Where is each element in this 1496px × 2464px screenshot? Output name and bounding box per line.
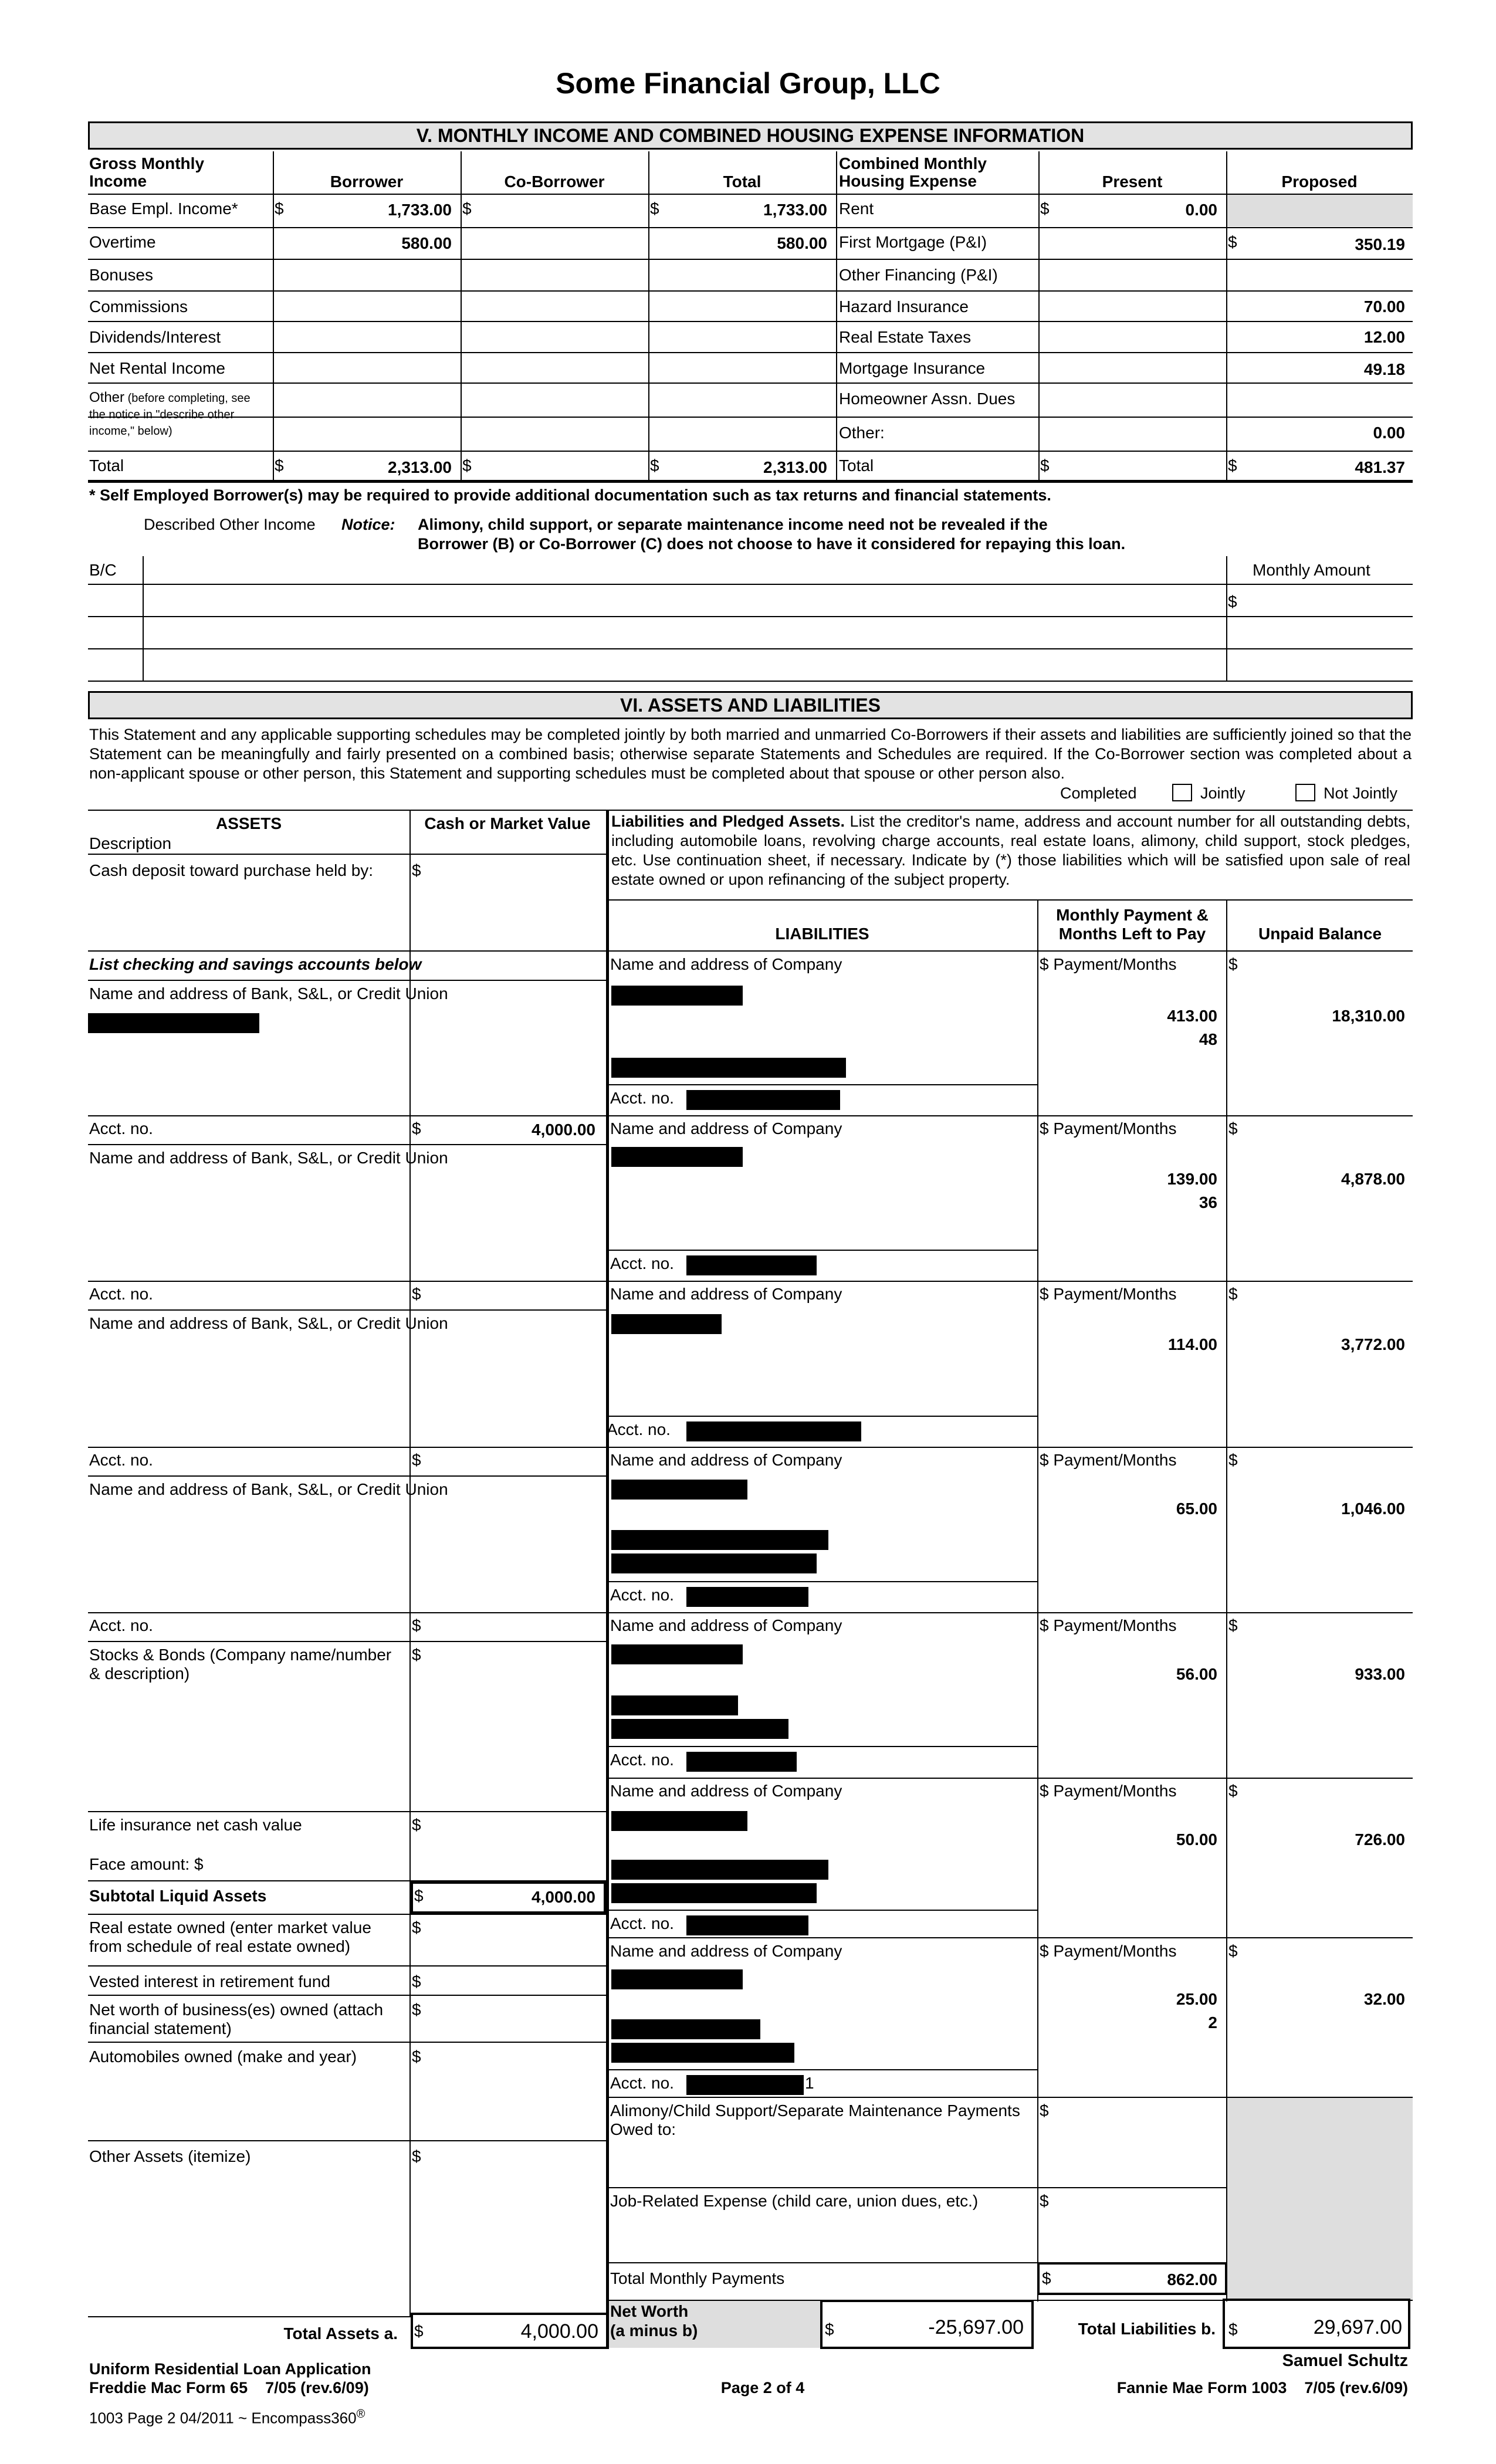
jointly-checkbox[interactable] — [1172, 784, 1192, 801]
col-borrower: Borrower — [330, 172, 404, 191]
dollar-sign: $ — [650, 456, 659, 475]
dollar-sign: $ — [1040, 2192, 1049, 2210]
total-monthly-value: 862.00 — [1167, 2270, 1217, 2289]
alimony-label: Alimony/Child Support/Separate Maintenance Payments Owed to: — [610, 2101, 1020, 2138]
dollar-sign: $ — [412, 1119, 421, 1138]
notice-line-2: Borrower (B) or Co-Borrower (C) does not choose to have it considered for repaying this loan. — [418, 535, 1126, 553]
dollar-sign: $ — [412, 1972, 421, 1991]
dollar-sign: $ — [1228, 1451, 1238, 1469]
acct-suffix: 1 — [805, 2074, 814, 2092]
redaction-bar — [611, 1860, 828, 1880]
dollar-sign: $ — [462, 456, 472, 475]
dollar-sign: $ — [1228, 456, 1237, 475]
liability-payment: 25.00 — [1176, 1990, 1217, 2008]
company-label: Name and address of Company — [610, 1616, 842, 1634]
total-liabilities-value: 29,697.00 — [1313, 2316, 1402, 2338]
col-total: Total — [723, 172, 761, 191]
described-other-income: Described Other Income — [144, 516, 316, 533]
housing-label: First Mortgage (P&I) — [839, 233, 987, 251]
company-label: Name and address of Company — [610, 1285, 842, 1303]
completed-label: Completed — [1060, 784, 1137, 802]
dollar-sign: $ — [650, 199, 659, 218]
dollar-sign: $ — [1228, 1119, 1238, 1138]
housing-proposed-value: 70.00 — [1363, 297, 1405, 316]
dollar-sign: $ — [1228, 1285, 1238, 1303]
bank-label: Name and address of Bank, S&L, or Credit Union — [89, 984, 448, 1003]
bank-label: Name and address of Bank, S&L, or Credit Union — [89, 1314, 448, 1332]
acct-label: Acct. no. — [89, 1285, 153, 1303]
dollar-sign: $ — [412, 2147, 421, 2165]
payment-months-label: $ Payment/Months — [1040, 1782, 1177, 1800]
net-worth-sub: (a minus b) — [610, 2321, 698, 2340]
dollar-sign: $ — [412, 1918, 421, 1937]
liability-balance: 32.00 — [1363, 1990, 1405, 2008]
footer-encompass: 1003 Page 2 04/2011 ~ Encompass360® — [89, 2408, 365, 2427]
company-label: Name and address of Company — [610, 1782, 842, 1800]
stocks-label: Stocks & Bonds (Company name/number & description) — [89, 1646, 392, 1683]
redaction-bar — [611, 1147, 743, 1167]
bank-label: Name and address of Bank, S&L, or Credit Union — [89, 1480, 448, 1498]
redaction-bar — [611, 1058, 846, 1078]
housing-label: Hazard Insurance — [839, 297, 969, 316]
income-total-value: 1,733.00 — [763, 201, 827, 219]
liabilities-header: LIABILITIES — [775, 925, 869, 943]
cash-market-label: Cash or Market Value — [424, 814, 591, 832]
dollar-sign: $ — [1228, 1942, 1238, 1960]
company-label: Name and address of Company — [610, 1451, 842, 1469]
footer-freddie: Freddie Mac Form 65 7/05 (rev.6/09) — [89, 2379, 369, 2397]
dollar-sign: $ — [412, 1451, 421, 1469]
income-label: Bonuses — [89, 266, 153, 284]
net-worth-value: -25,697.00 — [928, 2316, 1024, 2338]
redaction-bar — [611, 1695, 738, 1715]
life-insurance-label: Life insurance net cash value — [89, 1816, 302, 1834]
housing-label: Other: — [839, 424, 885, 442]
cash-deposit-label: Cash deposit toward purchase held by: — [89, 861, 374, 879]
liability-months: 36 — [1199, 1193, 1217, 1211]
liability-payment: 139.00 — [1167, 1170, 1217, 1188]
liability-months: 2 — [1208, 2013, 1217, 2032]
bc-label: B/C — [89, 561, 117, 579]
col-gross-income: Gross Monthly Income — [89, 154, 205, 190]
liability-balance: 933.00 — [1355, 1665, 1405, 1683]
col-present: Present — [1102, 172, 1163, 191]
housing-total-label: Total — [839, 456, 874, 475]
dollar-sign: $ — [414, 2322, 424, 2340]
income-borrower-value: 580.00 — [401, 234, 452, 252]
dollar-sign: $ — [275, 199, 284, 218]
self-employed-note: * Self Employed Borrower(s) may be required to provide additional documentation such as tax returns and financial statements. — [89, 486, 1051, 504]
income-label: Net Rental Income — [89, 359, 225, 377]
income-label: Commissions — [89, 297, 188, 316]
company-label: Name and address of Company — [610, 955, 842, 973]
section-vi-header: VI. ASSETS AND LIABILITIES — [88, 691, 1413, 719]
redaction-bar — [611, 1480, 747, 1500]
liability-balance: 1,046.00 — [1341, 1500, 1405, 1518]
assets-intro: This Statement and any applicable supporting schedules may be completed jointly by both married and unmarried Co-Borrowers if their assets and liabilities are sufficiently joined so that the Statement can be meaningfully and fairly presented on a combined basis; otherwise separate Statements and Schedules are required. If the Co-Borrower section was completed about a non-applicant spouse or other person, this Statement and supporting schedules must be completed about that spouse or other person also. — [89, 726, 1412, 782]
not-jointly-checkbox[interactable] — [1295, 784, 1315, 801]
footer-page: Page 2 of 4 — [720, 2379, 805, 2397]
other-income-label: Other (before completing, see the notice in "describe other income," below) — [89, 390, 251, 438]
unpaid-balance-header: Unpaid Balance — [1258, 925, 1382, 943]
income-label: Base Empl. Income* — [89, 199, 238, 218]
dollar-sign: $ — [1228, 1782, 1238, 1800]
redaction-bar — [611, 1883, 817, 1903]
acct-label: Acct. no. — [610, 1089, 674, 1107]
income-total-label: Total — [89, 456, 124, 475]
housing-proposed-value: 49.18 — [1363, 360, 1405, 378]
real-estate-label: Real estate owned (enter market value from schedule of real estate owned) — [89, 1918, 371, 1955]
col-housing-expense: Combined Monthly Housing Expense — [839, 154, 987, 190]
notice-line-1: Alimony, child support, or separate maintenance income need not be revealed if the — [418, 516, 1048, 533]
col-proposed: Proposed — [1281, 172, 1358, 191]
redaction-bar — [611, 1644, 743, 1664]
liability-payment: 413.00 — [1167, 1007, 1217, 1025]
income-grand-total: 2,313.00 — [763, 458, 827, 476]
assets-header: ASSETS — [215, 814, 282, 832]
liability-months: 48 — [1199, 1030, 1217, 1048]
acct-label: Acct. no. — [89, 1616, 153, 1634]
redaction-bar — [686, 1421, 861, 1441]
payment-months-label: $ Payment/Months — [1040, 1119, 1177, 1138]
housing-proposed-value: 12.00 — [1363, 328, 1405, 346]
dollar-sign: $ — [825, 2320, 834, 2338]
col-coborrower: Co-Borrower — [504, 172, 605, 191]
housing-label: Mortgage Insurance — [839, 359, 986, 377]
footer-form-name: Uniform Residential Loan Application — [89, 2360, 371, 2378]
dollar-sign: $ — [1228, 955, 1238, 973]
description-label: Description — [89, 834, 172, 852]
acct-label: Acct. no. — [610, 1254, 674, 1272]
housing-proposed-total: 481.37 — [1355, 458, 1405, 476]
dollar-sign: $ — [412, 2047, 421, 2066]
footer-fannie: Fannie Mae Form 1003 7/05 (rev.6/09) — [1116, 2379, 1408, 2397]
dollar-sign: $ — [412, 2001, 421, 2019]
total-assets-value: 4,000.00 — [520, 2320, 598, 2343]
dollar-sign: $ — [1228, 233, 1237, 251]
automobiles-label: Automobiles owned (make and year) — [89, 2047, 357, 2066]
bank-label: Name and address of Bank, S&L, or Credit Union — [89, 1149, 448, 1167]
dollar-sign: $ — [1040, 2101, 1049, 2120]
face-amount-label: Face amount: $ — [89, 1855, 204, 1873]
liability-payment: 65.00 — [1176, 1500, 1217, 1518]
dollar-sign: $ — [414, 1887, 424, 1905]
notice-label: Notice: — [341, 516, 395, 533]
liability-balance: 726.00 — [1355, 1830, 1405, 1849]
housing-present-value: 0.00 — [1185, 201, 1217, 219]
acct-label: Acct. no. — [89, 1451, 153, 1469]
dollar-sign: $ — [1040, 456, 1050, 475]
housing-label: Other Financing (P&I) — [839, 266, 998, 284]
job-expense-label: Job-Related Expense (child care, union dues, etc.) — [610, 2192, 979, 2210]
housing-label: Homeowner Assn. Dues — [839, 390, 1016, 408]
redaction-bar — [686, 1915, 808, 1935]
dollar-sign: $ — [462, 199, 472, 218]
income-borrower-total: 2,313.00 — [388, 458, 452, 476]
housing-label: Rent — [839, 199, 874, 218]
housing-label: Real Estate Taxes — [839, 328, 972, 346]
redaction-bar — [611, 1530, 828, 1550]
dollar-sign: $ — [1228, 2320, 1238, 2338]
jointly-label: Jointly — [1200, 784, 1245, 802]
footer-borrower-name: Samuel Schultz — [1282, 2351, 1408, 2370]
dollar-sign: $ — [1042, 2269, 1051, 2287]
dollar-sign: $ — [412, 1285, 421, 1303]
not-jointly-label: Not Jointly — [1324, 784, 1398, 802]
monthly-amount-label: Monthly Amount — [1253, 561, 1370, 579]
liability-balance: 3,772.00 — [1341, 1335, 1405, 1353]
liability-payment: 50.00 — [1176, 1830, 1217, 1849]
total-monthly-label: Total Monthly Payments — [610, 2269, 785, 2287]
housing-proposed-value: 0.00 — [1373, 424, 1405, 442]
checking-heading: List checking and savings accounts below — [89, 955, 422, 973]
acct-label: Acct. no. — [607, 1420, 671, 1439]
payment-months-label: $ Payment/Months — [1040, 1451, 1177, 1469]
dollar-sign: $ — [1228, 593, 1237, 611]
liabilities-pledged-text: Liabilities and Pledged Assets. List the creditor's name, address and account number for all outstanding debts, including automobile loans, revolving charge accounts, real estate loans, alimony, child support, stock pledges, etc. Use continuation sheet, if necessary. Indicate by (*) those liabilities which will be satisfied upon sale of real estate owned or upon refinancing of the subject property. — [611, 813, 1410, 888]
income-label: Overtime — [89, 233, 156, 251]
redaction-bar — [611, 1314, 722, 1334]
redaction-bar — [611, 1969, 743, 1989]
acct-label: Acct. no. — [610, 1914, 674, 1932]
section-v-header: V. MONTHLY INCOME AND COMBINED HOUSING EXPENSE INFORMATION — [88, 121, 1413, 150]
redaction-bar — [611, 1811, 747, 1831]
income-label: Dividends/Interest — [89, 328, 221, 346]
redaction-bar — [611, 1553, 817, 1573]
housing-proposed-value: 350.19 — [1355, 235, 1405, 253]
redaction-bar — [611, 986, 743, 1006]
acct-label: Acct. no. — [89, 1119, 153, 1138]
total-liabilities-label: Total Liabilities b. — [1078, 2320, 1216, 2338]
other-assets-label: Other Assets (itemize) — [89, 2147, 251, 2165]
payment-months-label: $ Payment/Months — [1040, 1942, 1177, 1960]
monthly-payment-header: Monthly Payment & Months Left to Pay — [1056, 906, 1209, 943]
income-borrower-value: 1,733.00 — [388, 201, 452, 219]
registered-mark: ® — [356, 2408, 365, 2421]
redaction-bar — [611, 2019, 760, 2039]
redaction-bar — [611, 1719, 788, 1739]
liability-balance: 18,310.00 — [1332, 1007, 1405, 1025]
liability-payment: 114.00 — [1167, 1335, 1217, 1353]
company-title: Some Financial Group, LLC — [556, 67, 940, 100]
dollar-sign: $ — [412, 861, 421, 879]
redaction-bar — [686, 1090, 840, 1110]
company-label: Name and address of Company — [610, 1119, 842, 1138]
payment-months-label: $ Payment/Months — [1040, 1285, 1177, 1303]
redaction-bar — [686, 2075, 804, 2095]
redaction-bar — [686, 1255, 817, 1275]
liability-balance: 4,878.00 — [1341, 1170, 1405, 1188]
redaction-bar — [686, 1587, 808, 1607]
liability-payment: 56.00 — [1176, 1665, 1217, 1683]
redaction-bar — [88, 1013, 259, 1033]
dollar-sign: $ — [412, 1646, 421, 1664]
net-worth-label: Net Worth — [610, 2302, 689, 2320]
payment-months-label: $ Payment/Months — [1040, 955, 1177, 973]
redaction-bar — [611, 2043, 794, 2063]
acct-label: Acct. no. — [610, 2074, 674, 2092]
acct-label: Acct. no. — [610, 1586, 674, 1604]
dollar-sign: $ — [412, 1816, 421, 1834]
dollar-sign: $ — [412, 1616, 421, 1634]
vested-label: Vested interest in retirement fund — [89, 1972, 330, 1991]
income-total-value: 580.00 — [777, 234, 827, 252]
redaction-bar — [686, 1752, 797, 1772]
subtotal-value: 4,000.00 — [532, 1888, 595, 1906]
dollar-sign: $ — [275, 456, 284, 475]
acct-1-value: 4,000.00 — [532, 1121, 595, 1139]
payment-months-label: $ Payment/Months — [1040, 1616, 1177, 1634]
subtotal-label: Subtotal Liquid Assets — [89, 1887, 267, 1905]
company-label: Name and address of Company — [610, 1942, 842, 1960]
dollar-sign: $ — [1228, 1616, 1238, 1634]
dollar-sign: $ — [1040, 199, 1050, 218]
net-worth-business-label: Net worth of business(es) owned (attach financial statement) — [89, 2001, 384, 2037]
acct-label: Acct. no. — [610, 1751, 674, 1769]
total-assets-label: Total Assets a. — [283, 2324, 398, 2343]
